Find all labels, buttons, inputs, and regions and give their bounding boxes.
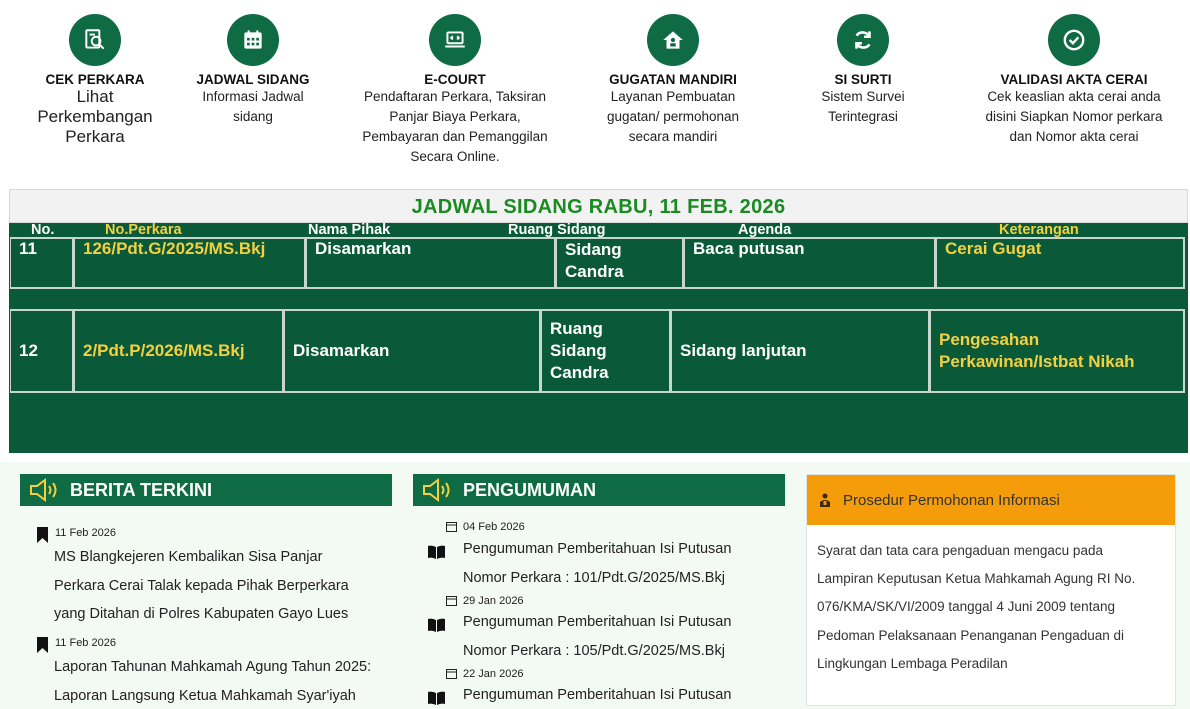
col-header-keterangan: Keterangan [999, 222, 1079, 238]
calendar-icon [227, 14, 279, 66]
col-header-ruang-sidang: Ruang Sidang [508, 222, 606, 238]
house-user-icon [647, 14, 699, 66]
service-title: VALIDASI AKTA CERAI [1000, 72, 1148, 87]
service-desc: Lihat Perkembangan Perkara [37, 87, 153, 146]
announcement-link[interactable] [463, 535, 731, 592]
laptop-code-icon [429, 14, 481, 66]
prosedur-line: Lingkungan Lembaga Peradilan [817, 655, 1008, 671]
announcement-link[interactable] [463, 681, 731, 709]
announcement-date: 22 Jan 2026 [463, 668, 524, 680]
announcement-line: Pengumuman Pemberitahuan Isi Putusan [463, 614, 732, 630]
news-link[interactable] [54, 543, 349, 629]
calendar-icon [446, 595, 457, 606]
col-header-agenda: Agenda [738, 222, 792, 238]
sync-icon [837, 14, 889, 66]
news-line: Perkara Cerai Talak kepada Pihak Berperkara [54, 577, 349, 594]
announcement-line: Nomor Perkara : 105/Pdt.G/2025/MS.Bkj [463, 642, 725, 659]
cell-no: 11 [10, 237, 74, 289]
bookmark-icon [37, 637, 48, 653]
search-document-icon [69, 14, 121, 66]
cell-nama-pihak: Disamarkan [306, 237, 556, 289]
news-date: 11 Feb 2026 [55, 637, 116, 649]
news-line: MS Blangkejeren Kembalikan Sisa Panjar [54, 549, 323, 565]
service-validasi-akta-cerai[interactable] [976, 14, 1172, 147]
col-header-nama-pihak: Nama Pihak [308, 222, 391, 238]
prosedur-line: 076/KMA/SK/VI/2009 tanggal 4 Juni 2009 tentang [817, 599, 1115, 615]
prosedur-line: Syarat dan tata cara pengaduan mengacu pada [817, 543, 1103, 558]
cell-no: 12 [10, 309, 74, 393]
prosedur-heading: Prosedur Permohonan Informasi [843, 491, 1060, 509]
prosedur-panel [806, 474, 1176, 706]
service-title: GUGATAN MANDIRI [609, 72, 737, 87]
schedule-title: JADWAL SIDANG RABU, 11 FEB. 2026 [9, 189, 1188, 223]
news-line: yang Ditahan di Polres Kabupaten Gayo Lues [54, 606, 349, 622]
service-desc: Sistem Survei Terintegrasi [821, 89, 905, 124]
service-e-court[interactable] [352, 14, 558, 167]
service-si-surti[interactable] [810, 14, 916, 127]
pengumuman-header [413, 474, 785, 506]
book-icon [428, 691, 445, 705]
cell-keterangan: Pengesahan Perkawinan/Istbat Nikah [930, 309, 1185, 393]
news-date: 11 Feb 2026 [55, 527, 116, 539]
cell-agenda: Baca putusan [684, 237, 936, 289]
pengumuman-heading: PENGUMUMAN [463, 479, 596, 500]
service-desc: Pendaftaran Perkara, Taksiran Panjar Biaya Perkara, Pembayaran dan Pemanggilan Secara Online. [362, 89, 548, 164]
services-bar [0, 0, 1190, 180]
book-icon [428, 545, 445, 559]
service-title: JADWAL SIDANG [196, 72, 310, 87]
service-gugatan-mandiri[interactable] [596, 14, 750, 147]
berita-header [20, 474, 392, 506]
megaphone-icon [421, 477, 455, 503]
users-icon [817, 492, 833, 508]
cell-ruang-sidang: Ruang Sidang Candra [541, 309, 671, 393]
prosedur-line: Lampiran Keputusan Ketua Mahkamah Agung RI No. [817, 571, 1136, 587]
news-line: Laporan Tahunan Mahkamah Agung Tahun 2025: [54, 659, 372, 675]
cell-ruang-sidang: Sidang Candra [556, 237, 684, 289]
prosedur-line: Pedoman Pelaksanaan Penanganan Pengaduan di [817, 627, 1125, 643]
check-circle-icon [1048, 14, 1100, 66]
cell-no-perkara[interactable]: 126/Pdt.G/2025/MS.Bkj [74, 237, 306, 289]
berita-heading: BERITA TERKINI [70, 479, 212, 500]
schedule-panel [9, 189, 1188, 453]
book-icon [428, 618, 445, 632]
calendar-icon [446, 521, 457, 532]
cell-agenda: Sidang lanjutan [671, 309, 930, 393]
news-line: Laporan Langsung Ketua Mahkamah Syar'iyah [54, 687, 356, 704]
service-cek-perkara[interactable] [30, 14, 160, 147]
announcement-date: 04 Feb 2026 [463, 521, 525, 533]
col-header-no: No. [31, 222, 55, 238]
service-title: E-COURT [424, 72, 486, 87]
cell-no-perkara[interactable]: 2/Pdt.P/2026/MS.Bkj [74, 309, 284, 393]
calendar-icon [446, 668, 457, 679]
cell-nama-pihak: Disamarkan [284, 309, 541, 393]
cell-keterangan: Cerai Gugat [936, 237, 1185, 289]
service-title: CEK PERKARA [45, 72, 145, 87]
bookmark-icon [37, 527, 48, 543]
service-desc: Layanan Pembuatan gugatan/ permohonan secara mandiri [606, 89, 740, 144]
prosedur-header[interactable] [807, 475, 1175, 525]
service-title: SI SURTI [834, 72, 892, 87]
announcement-link[interactable] [463, 608, 731, 665]
col-header-no-perkara: No.Perkara [105, 222, 182, 238]
announcement-line: Pengumuman Pemberitahuan Isi Putusan [463, 541, 732, 557]
announcement-line: Pengumuman Pemberitahuan Isi Putusan [463, 687, 732, 703]
service-desc: Cek keaslian akta cerai anda disini Siapkan Nomor perkara dan Nomor akta cerai [985, 89, 1163, 144]
megaphone-icon [28, 477, 62, 503]
news-link[interactable] [54, 653, 371, 709]
service-jadwal-sidang[interactable] [192, 14, 314, 127]
table-row [10, 237, 1185, 289]
announcement-line: Nomor Perkara : 101/Pdt.G/2025/MS.Bkj [463, 569, 725, 586]
prosedur-text [807, 525, 1175, 690]
table-row [10, 309, 1185, 393]
announcement-date: 29 Jan 2026 [463, 595, 524, 607]
service-desc: Informasi Jadwal sidang [202, 89, 304, 124]
